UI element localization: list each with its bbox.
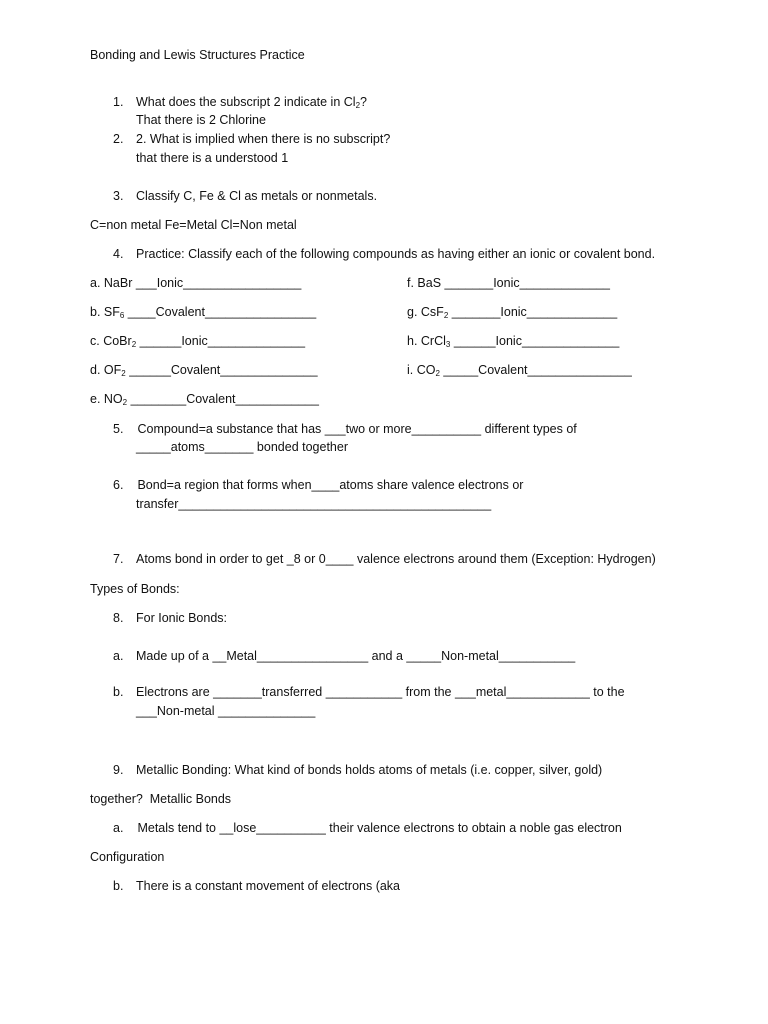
question-8-text: For Ionic Bonds: (136, 611, 228, 625)
sub-item-letter: a. (113, 821, 124, 835)
question-9a-text: Metals tend to __lose__________ their valence electrons to obtain a noble gas electron (134, 821, 622, 835)
question-3-text: Classify C, Fe & Cl as metals or nonmetals. (136, 189, 378, 203)
question-number: 8. (113, 611, 124, 625)
question-9b-text: There is a constant movement of electrons (aka (136, 879, 401, 893)
question-8a-text: Made up of a __Metal________________ and a _____Non-metal___________ (136, 649, 576, 663)
sub-item-letter: b. (113, 685, 124, 699)
sub-item-letter: b. (113, 879, 124, 893)
question-7-text: Atoms bond in order to get _8 or 0____ valence electrons around them (Exception: Hydrogen) (136, 552, 656, 566)
answer-2: that there is a understood 1 (136, 151, 289, 165)
question-6-line-1: Bond=a region that forms when____atoms share valence electrons or (134, 478, 524, 492)
compound-i: i. $CO_2$ _____Covalent_______________ (407, 363, 632, 378)
compound-h: h. CrCl$_3$ ______Ionic______________ (407, 334, 620, 349)
question-number: 6. (113, 478, 124, 492)
compound-g: g. CsF$_2$ _______Ionic_____________ (407, 305, 618, 320)
question-9-text: Metallic Bonding: What kind of bonds holds atoms of metals (i.e. copper, silver, gold) (136, 763, 603, 777)
question-5-line-1: Compound=a substance that has ___two or more__________ different types of (134, 422, 577, 436)
question-number: 2. (113, 132, 124, 146)
question-8b-line-1: Electrons are _______transferred ___________ from the ___metal____________ to the (136, 685, 625, 699)
question-number: 3. (113, 189, 124, 203)
question-number: 5. (113, 422, 124, 436)
question-number: 1. (113, 95, 124, 109)
compound-c: c. CoBr$_2$ ______Ionic______________ (90, 334, 306, 349)
answer-1: That there is 2 Chlorine (136, 113, 266, 127)
section-heading: Types of Bonds: (90, 582, 180, 596)
page-title: Bonding and Lewis Structures Practice (90, 48, 305, 62)
question-2-text: 2. What is implied when there is no subscript? (136, 132, 391, 146)
question-1-text: What does the subscript 2 indicate in $Cl_2$? (136, 95, 367, 110)
question-5-line-2: _____atoms_______ bonded together (136, 440, 348, 454)
answer-3: C=non metal Fe=Metal Cl=Non metal (90, 218, 297, 232)
question-9a-continuation: Configuration (90, 850, 165, 864)
compound-e: e. $NO_2$ ________Covalent____________ (90, 392, 319, 407)
question-number: 9. (113, 763, 124, 777)
question-4-text: Practice: Classify each of the following compounds as having either an ionic or covalent bond. (136, 247, 656, 261)
question-number: 7. (113, 552, 124, 566)
question-number: 4. (113, 247, 124, 261)
compound-b: b. $SF_6$ ____Covalent________________ (90, 305, 317, 320)
question-9-continuation: together? Metallic Bonds (90, 792, 232, 806)
question-6-line-2: transfer_____________________________________________ (136, 497, 492, 511)
compound-d: d. $OF_2$ ______Covalent______________ (90, 363, 318, 378)
question-8b-line-2: ___Non-metal ______________ (136, 704, 316, 718)
sub-item-letter: a. (113, 649, 124, 663)
compound-a: a. NaBr ___Ionic_________________ (90, 276, 302, 290)
compound-f: f. BaS _______Ionic_____________ (407, 276, 610, 290)
